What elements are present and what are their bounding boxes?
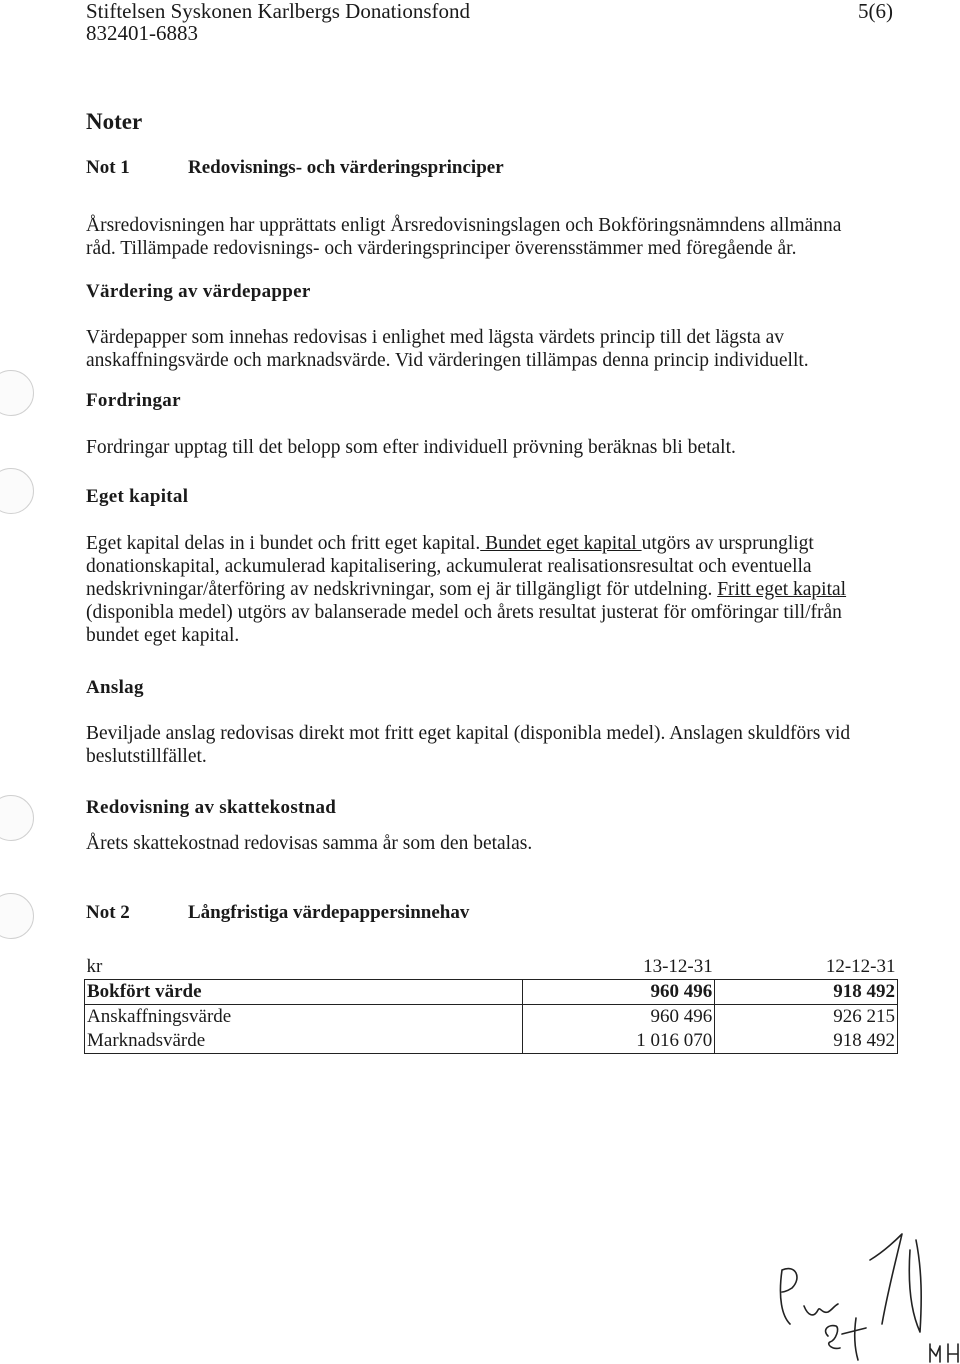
section-heading-fordringar: Fordringar xyxy=(86,390,181,411)
text-span: nedskrivningar/återföring av nedskrivningar, som ej är tillgängligt för utdelning. xyxy=(86,579,713,600)
table-row xyxy=(85,1005,898,1030)
table-cell: 1 016 070 xyxy=(522,1029,715,1054)
table-cell: 960 496 xyxy=(522,980,715,1005)
section-body-vardering xyxy=(86,326,886,372)
row-label: Bokfört värde xyxy=(85,980,523,1005)
text-line: Fordringar upptag till det belopp som efter individuell prövning beräknas bli betalt. xyxy=(86,437,736,458)
punch-hole xyxy=(0,795,34,841)
handwritten-signature xyxy=(770,1220,960,1364)
page-title: Noter xyxy=(86,109,143,134)
note1-intro xyxy=(86,214,886,260)
note1-title: Redovisnings- och värderingsprinciper xyxy=(188,157,504,178)
table-cell: 918 492 xyxy=(715,1029,898,1054)
text-span: utgörs av ursprungligt xyxy=(641,533,814,554)
text-line: (disponibla medel) utgörs av balanserade medel och årets resultat justerat för omföringar till/från xyxy=(86,602,842,623)
text-line: bundet eget kapital. xyxy=(86,625,240,646)
text-line: anskaffningsvärde och marknadsvärde. Vid värderingen tillämpas denna princip individuellt. xyxy=(86,350,809,371)
section-body-eget-kapital xyxy=(86,532,886,647)
note2-number: Not 2 xyxy=(86,902,130,923)
row-label: Marknadsvärde xyxy=(85,1029,523,1054)
section-body-anslag xyxy=(86,722,886,768)
text-line: donationskapital, ackumulerad kapitalisering, ackumulerat realisationsresultat och eventuella xyxy=(86,556,812,577)
page-number: 5(6) xyxy=(858,0,893,23)
text-line: beslutstillfället. xyxy=(86,746,207,767)
text-line xyxy=(86,532,886,555)
punch-hole xyxy=(0,468,34,514)
text-line xyxy=(86,578,886,601)
text-line: råd. Tillämpade redovisnings- och värderingsprinciper överensstämmer med föregående år. xyxy=(86,238,797,259)
securities-table xyxy=(84,955,898,1054)
org-name: Stiftelsen Syskonen Karlbergs Donationsfond xyxy=(86,0,470,23)
section-heading-vardering: Värdering av värdepapper xyxy=(86,281,311,302)
section-heading-skatt: Redovisning av skattekostnad xyxy=(86,797,337,818)
text-line: Årets skattekostnad redovisas samma år som den betalas. xyxy=(86,833,533,854)
text-line: Värdepapper som innehas redovisas i enlighet med lägsta värdets princip till det lägsta av xyxy=(86,327,785,348)
org-number: 832401-6883 xyxy=(86,21,198,45)
text-line: Årsredovisningen har upprättats enligt Årsredovisningslagen och Bokföringsnämndens allmänna xyxy=(86,215,842,236)
row-label: Anskaffningsvärde xyxy=(85,1005,523,1030)
note1-number: Not 1 xyxy=(86,157,130,178)
table-row xyxy=(85,980,898,1005)
section-heading-eget-kapital: Eget kapital xyxy=(86,486,189,507)
note2-title: Långfristiga värdepappersinnehav xyxy=(188,902,470,923)
table-cell: 960 496 xyxy=(522,1005,715,1030)
section-heading-anslag: Anslag xyxy=(86,677,144,698)
section-body-skatt xyxy=(86,832,886,855)
table-row xyxy=(85,1029,898,1054)
table-header-row xyxy=(85,955,898,980)
column-header: 12-12-31 xyxy=(715,955,898,980)
text-line: Beviljade anslag redovisas direkt mot fritt eget kapital (disponibla medel). Anslagen skuldförs vid xyxy=(86,723,851,744)
text-span: Eget kapital delas in i bundet och fritt eget kapital. xyxy=(86,533,481,554)
punch-hole xyxy=(0,370,34,416)
table-cell: 918 492 xyxy=(715,980,898,1005)
underlined-term: Bundet eget kapital xyxy=(480,533,642,554)
column-header: 13-12-31 xyxy=(522,955,715,980)
punch-hole xyxy=(0,893,34,939)
section-body-fordringar xyxy=(86,436,886,459)
unit-cell: kr xyxy=(85,955,523,980)
table-cell: 926 215 xyxy=(715,1005,898,1030)
underlined-term: Fritt eget kapital xyxy=(717,579,847,600)
